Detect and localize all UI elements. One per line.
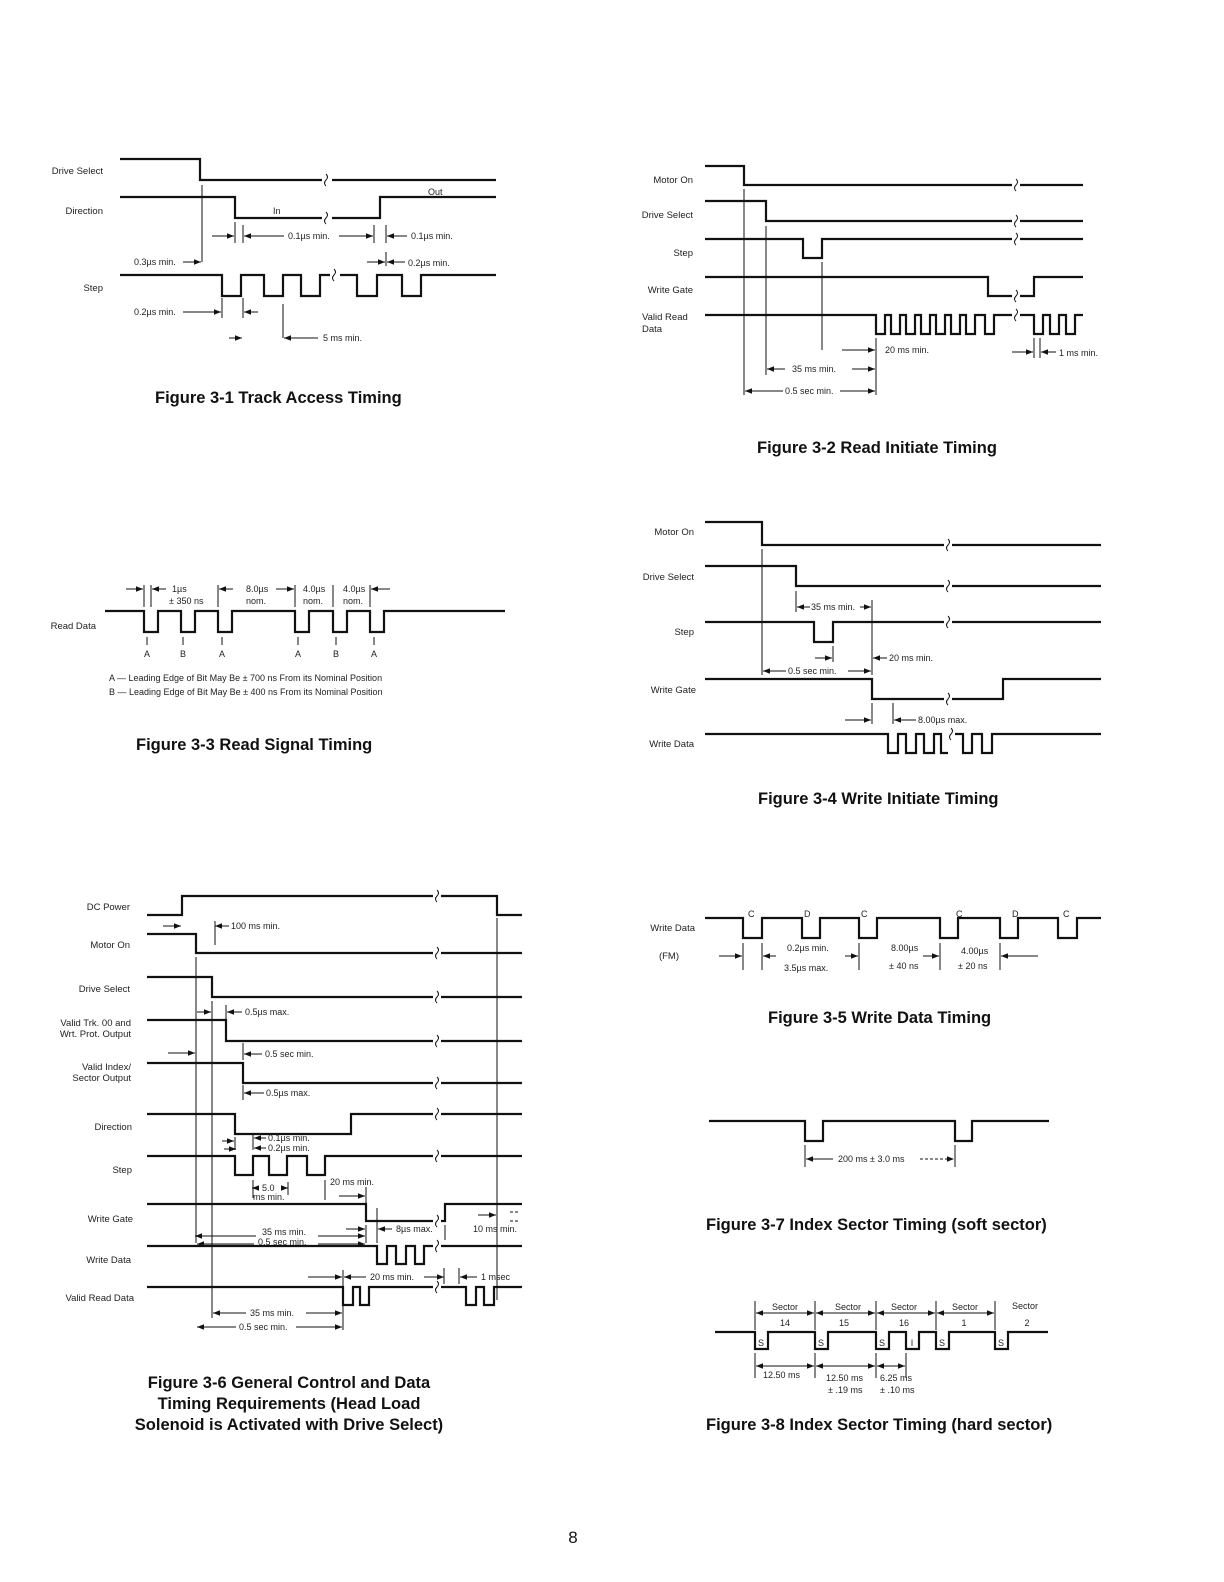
sector-word: Sector [890, 1302, 918, 1312]
annotation: 0.1µs min. [288, 231, 330, 241]
drive-select-waveform [705, 566, 1101, 586]
sector-word: Sector [1011, 1301, 1039, 1311]
signal-label: Step [112, 1165, 132, 1176]
bit-label: C [956, 909, 963, 919]
signal-label-step: Step [83, 283, 103, 294]
signal-label: Write Gate [87, 1214, 133, 1225]
marker: B [332, 649, 340, 659]
annotation: 5.0 [262, 1183, 275, 1193]
figure-caption: Figure 3-1 Track Access Timing [155, 389, 402, 407]
pulse-label: S [997, 1338, 1005, 1348]
pulse-label: S [757, 1338, 765, 1348]
figure-3-3 [51, 584, 505, 754]
annotation: ± 40 ns [889, 961, 919, 971]
annotation: ± 20 ns [958, 961, 988, 971]
signal-label: DC Power [86, 902, 130, 913]
annotation: 12.50 ms [763, 1370, 801, 1380]
annotation: 6.25 ms [880, 1373, 913, 1383]
signal-label-data: Data [642, 324, 663, 335]
annotation: 4.0µs [343, 584, 366, 594]
signal-label-direction: Direction [65, 206, 103, 217]
bit-label: C [861, 909, 868, 919]
bit-label: D [804, 909, 811, 919]
annotation: 12.50 ms [826, 1373, 864, 1383]
tolerance-ticks [147, 637, 374, 645]
drive-select-waveform [147, 977, 522, 997]
annotation: 20 ms min. [330, 1177, 375, 1187]
annotation: 0.1µs min. [411, 231, 453, 241]
annotation: ± .19 ms [828, 1385, 863, 1395]
annotation: 35 ms min. [250, 1308, 295, 1318]
step-waveform [705, 239, 1083, 258]
sector-word: Sector [771, 1302, 799, 1312]
annotation: 10 ms min. [473, 1224, 518, 1234]
sector-word: Sector [834, 1302, 862, 1312]
signal-label-write-data: Write Data [649, 739, 694, 750]
signal-label-step: Step [674, 627, 694, 638]
break-marks [436, 890, 439, 1293]
marker: A [143, 649, 151, 659]
dimension-lines [762, 549, 893, 724]
write-gate-waveform [705, 679, 1101, 699]
signal-label: Valid Trk. 00 and [60, 1018, 131, 1029]
valid-read-data-waveform [705, 315, 1083, 334]
page-number: 8 [568, 1528, 578, 1547]
annotation: 0.5µs max. [245, 1007, 290, 1017]
annotation: ms min. [253, 1192, 285, 1202]
annotation: 4.0µs [303, 584, 326, 594]
signal-label: Direction [94, 1122, 132, 1133]
signal-label: Motor On [90, 940, 130, 951]
annotation: 0.5 sec min. [239, 1322, 288, 1332]
figure-caption-line: Solenoid is Activated with Drive Select) [134, 1416, 444, 1434]
bit-label: C [748, 909, 755, 919]
sector-number: 16 [898, 1318, 910, 1328]
annotation: 20 ms min. [889, 653, 934, 663]
step-waveform [120, 275, 496, 296]
annotation: 1µs [172, 584, 187, 594]
valid-read-data-waveform [147, 1287, 522, 1305]
motor-on-waveform [705, 166, 1083, 185]
annotation: 5 ms min. [323, 333, 363, 343]
figure-3-1 [52, 159, 496, 407]
index-waveform [709, 1121, 1049, 1141]
annotation: 20 ms min. [370, 1272, 415, 1282]
annotation: nom. [343, 596, 364, 606]
annotation: 0.2µs min. [134, 307, 176, 317]
sector-word: Sector [951, 1302, 979, 1312]
dc-power-waveform [147, 896, 522, 915]
annotation: 0.5 sec min. [258, 1237, 307, 1247]
dashed-bracket [510, 1204, 518, 1221]
figure-3-2 [642, 166, 1098, 457]
annotation: 35 ms min. [792, 364, 837, 374]
note: B — Leading Edge of Bit May Be ± 400 ns From its Nominal Position [109, 687, 383, 697]
signal-label-step: Step [673, 248, 693, 259]
pulse-label: S [938, 1338, 946, 1348]
signal-label-write-data: Write Data [650, 923, 695, 934]
figure-3-5 [650, 909, 1101, 1027]
figure-caption: Figure 3-8 Index Sector Timing (hard sector) [706, 1416, 1053, 1434]
annotation: 0.5 sec min. [265, 1049, 314, 1059]
sector-number: 15 [838, 1318, 850, 1328]
pulse-label: S [817, 1338, 825, 1348]
marker: B [179, 649, 187, 659]
direction-waveform [120, 197, 496, 218]
signal-label: Valid Read Data [65, 1293, 134, 1304]
valid-index-waveform [147, 1063, 522, 1083]
write-gate-waveform [705, 277, 1083, 296]
signal-label: Sector Output [72, 1073, 131, 1084]
figure-caption: Figure 3-3 Read Signal Timing [136, 736, 373, 754]
dimension-lines [202, 185, 386, 338]
figure-3-7 [706, 1121, 1049, 1234]
drive-select-waveform [120, 159, 496, 180]
signal-label: Wrt. Prot. Output [59, 1029, 131, 1040]
annotation: 35 ms min. [262, 1227, 307, 1237]
marker: A [218, 649, 226, 659]
bit-label: D [1012, 909, 1019, 919]
note: A — Leading Edge of Bit May Be ± 700 ns From its Nominal Position [109, 673, 383, 683]
figure-3-8 [706, 1301, 1052, 1434]
sector-number: 2 [1024, 1318, 1030, 1328]
figure-3-6 [60, 890, 522, 1434]
annotation: 8.00µs max. [918, 715, 968, 725]
signal-label-motor-on: Motor On [654, 527, 694, 538]
signal-label-write-gate: Write Gate [647, 285, 693, 296]
pulse-label: S [878, 1338, 886, 1348]
signal-label-valid-read: Valid Read [642, 312, 688, 323]
annotation: ± .10 ms [880, 1385, 915, 1395]
dimension-lines [196, 918, 497, 1330]
signal-label: Write Data [86, 1255, 131, 1266]
annotation: 0.2µs min. [268, 1143, 310, 1153]
annotation: 8µs max. [396, 1224, 433, 1234]
annotation: 0.3µs min. [134, 257, 176, 267]
direction-waveform [147, 1114, 522, 1134]
read-data-waveform [105, 611, 505, 632]
write-data-waveform [705, 734, 1101, 753]
signal-label-read-data: Read Data [50, 621, 96, 632]
motor-on-waveform [147, 934, 522, 953]
sector-number: 14 [779, 1318, 791, 1328]
signal-label-drive-select: Drive Select [642, 572, 694, 583]
marker: A [294, 649, 302, 659]
valid-trk-00-waveform [147, 1020, 522, 1041]
annotation: 0.5 sec min. [788, 666, 837, 676]
annotation: ± 350 ns [169, 596, 204, 606]
signal-label: Valid Index/ [82, 1062, 131, 1073]
break-marks [947, 539, 953, 740]
annotation: 20 ms min. [885, 345, 930, 355]
figure-caption-line: Timing Requirements (Head Load [157, 1395, 421, 1413]
annotation: 0.5 sec min. [785, 386, 834, 396]
step-waveform [705, 622, 1101, 642]
annotation: nom. [303, 596, 324, 606]
break-marks [325, 174, 336, 281]
write-data-waveform [705, 918, 1101, 938]
signal-label-fm: (FM) [658, 951, 679, 962]
signal-label-write-gate: Write Gate [650, 685, 696, 696]
annotation: 8.00µs [891, 943, 919, 953]
annotation: 8.0µs [246, 584, 269, 594]
bit-label: C [1063, 909, 1070, 919]
figure-caption: Figure 3-4 Write Initiate Timing [758, 790, 999, 808]
signal-label-drive-select: Drive Select [51, 166, 103, 177]
figure-3-4 [643, 522, 1101, 808]
write-data-waveform [147, 1246, 522, 1264]
annotation: 0.2µs min. [408, 258, 450, 268]
label-in: In [273, 206, 281, 216]
break-marks [1015, 179, 1018, 321]
step-waveform [147, 1156, 522, 1175]
marker: A [370, 649, 378, 659]
figure-caption-line: Figure 3-6 General Control and Data [147, 1374, 431, 1392]
annotation: 0.2µs min. [787, 943, 829, 953]
signal-label-drive-select: Drive Select [641, 210, 693, 221]
figure-caption: Figure 3-5 Write Data Timing [768, 1009, 992, 1027]
signal-label-motor-on: Motor On [653, 175, 693, 186]
annotation: nom. [246, 596, 267, 606]
figure-caption: Figure 3-2 Read Initiate Timing [757, 439, 997, 457]
annotation: 1 ms min. [1059, 348, 1099, 358]
annotation: 1 msec [481, 1272, 511, 1282]
annotation: 0.5µs max. [266, 1088, 311, 1098]
annotation: 4.00µs [961, 946, 989, 956]
annotation: 200 ms ± 3.0 ms [838, 1154, 905, 1164]
annotation: 35 ms min. [811, 602, 856, 612]
signal-label: Drive Select [78, 984, 130, 995]
sector-number: 1 [961, 1318, 967, 1328]
annotation: 3.5µs max. [784, 963, 829, 973]
pulse-label: I [910, 1338, 914, 1348]
write-gate-waveform [147, 1204, 522, 1221]
annotation: 100 ms min. [231, 921, 281, 931]
figure-caption: Figure 3-7 Index Sector Timing (soft sector) [706, 1216, 1047, 1234]
label-out: Out [428, 187, 443, 197]
annotation: 0.1µs min. [268, 1133, 310, 1143]
drive-select-waveform [705, 201, 1083, 221]
motor-on-waveform [705, 522, 1101, 545]
